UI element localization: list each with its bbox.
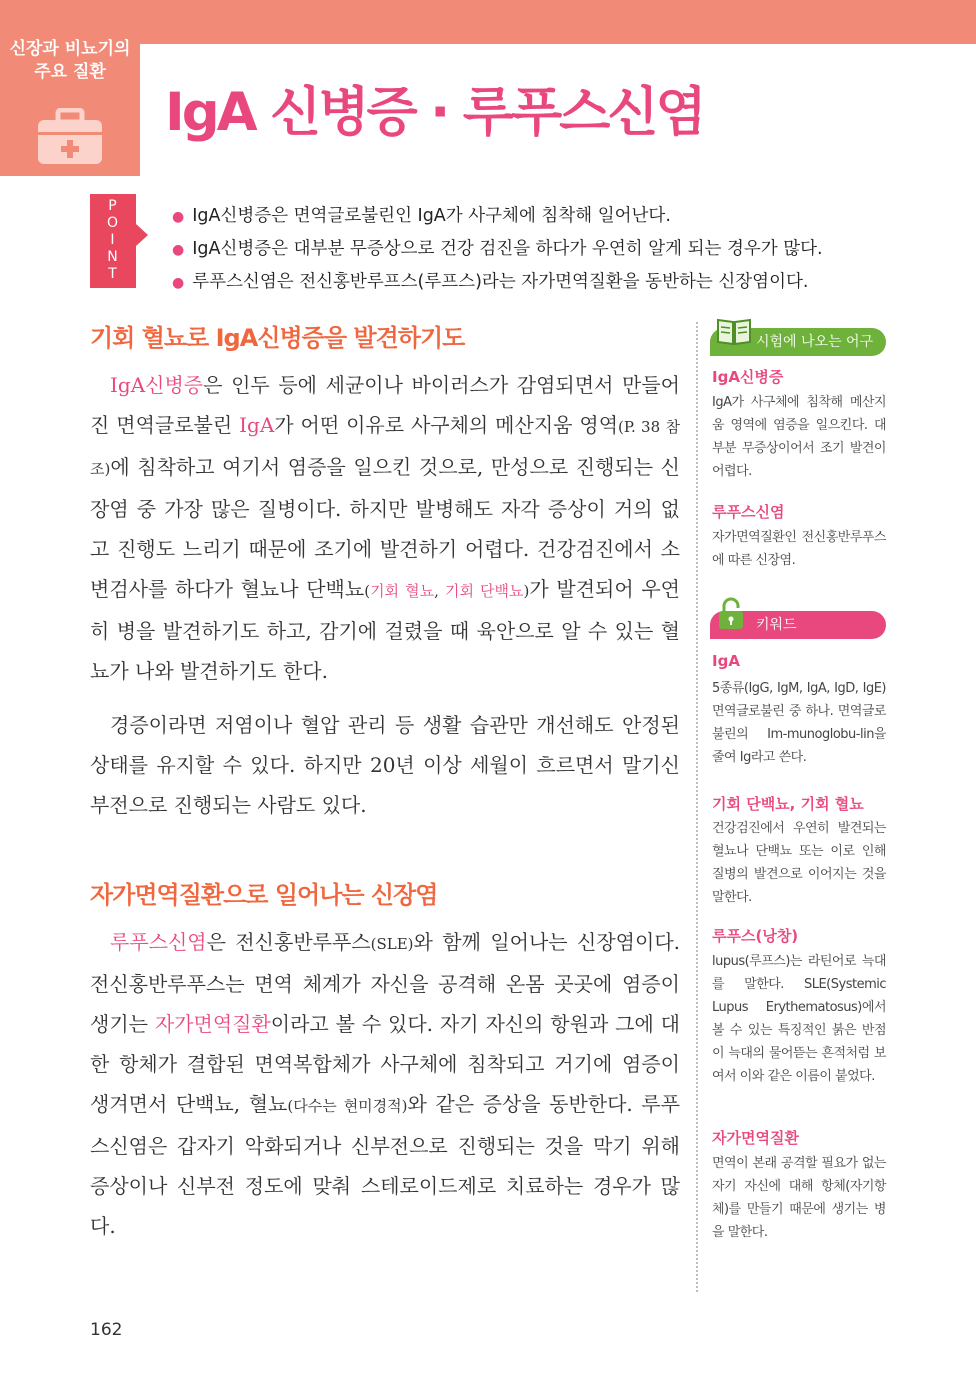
body-text: (다수는 현미경적) <box>287 1097 408 1115</box>
glossary-definition: 자가면역질환인 전신홍반루푸스에 따른 신장염. <box>712 530 886 568</box>
body-text: 와 함께 일어나는 신장염이다. 전신홍반루푸스는 면역 체계가 자신을 공격해 온몸 곳곳에 염증이 생기는 <box>90 930 680 1036</box>
page-title: IgA 신병증 · 루푸스신염 <box>165 82 704 143</box>
keyword-term: 기회 단백뇨, 기회 혈뇨 <box>712 795 864 813</box>
chapter-corner-tab <box>0 0 140 176</box>
body-text: ( <box>364 582 371 600</box>
keyword-term: IgA <box>712 652 740 670</box>
body-text: 가 발견되어 우연히 병을 발견하기도 하고, 감기에 걸렸을 때 육안으로 알 수 있는 혈뇨가 나와 발견하기도 한다. <box>90 577 680 683</box>
point-tag-text: P O I N T <box>106 198 120 282</box>
first-aid-kit-icon <box>36 108 104 170</box>
keyword-badge <box>710 611 886 639</box>
body-paragraph-lupus <box>90 922 680 1246</box>
body-text: 은 전신홍반루푸스 <box>206 930 371 954</box>
section-heading-iga: 기회 혈뇨로 IgA신병증을 발견하기도 <box>90 324 465 352</box>
point-list <box>172 200 823 299</box>
highlight-term: IgA신병증 <box>110 373 204 397</box>
body-paragraph-iga-1 <box>90 365 680 691</box>
body-text: 은 인두 등에 세균이나 바이러스가 감염되면서 만들어진 면역글로불린 <box>90 373 680 437</box>
body-text: 와 같은 증상을 동반한다. 루푸스신염은 갑자기 악화되거나 신부전으로 진행되는 것을 막기 위해 증상이나 신부전 정도에 맞춰 스테로이드제로 치료하는 경우가 많다. <box>90 1092 680 1238</box>
point-item: ● 루푸스신염은 전신홍반루프스(루프스)라는 자가면역질환을 동반하는 신장염이다. <box>172 266 823 299</box>
body-text: 에 침착하고 여기서 염증을 일으킨 것으로, 만성으로 진행되는 신장염 중 가장 많은 질병이다. 하지만 발병해도 자각 증상이 거의 없고 진행도 느리기 때문에 조기에 발견하기 어렵다. 건강검진에서 소변검사를 하다가 혈뇨나 단백뇨 <box>90 455 680 601</box>
keyword-definition: 5종류(IgG, IgM, IgA, IgD, IgE) 면역글로불린 중 하나. 면역글로불린의 Im-munoglobu-lin을 줄여 Ig라고 쓴다. <box>712 681 886 765</box>
keyword-link: 기회 혈뇨 <box>370 582 435 600</box>
padlock-icon <box>716 597 746 641</box>
sidebar-divider <box>696 322 698 1292</box>
keyword-badge-label: 키워드 <box>756 617 797 633</box>
keyword-term: 자가면역질환 <box>712 1129 799 1147</box>
glossary-term: 루푸스신염 <box>712 503 785 521</box>
exam-terms-badge <box>710 328 886 356</box>
highlight-term: IgA <box>239 413 275 437</box>
chapter-label-line2: 주요 질환 <box>34 62 106 82</box>
keyword-definition: lupus(루프스)는 라틴어로 늑대를 말한다. SLE(Systemic Lupus Erythematosus)에서 볼 수 있는 특징적인 붉은 반점이 늑대의 물어뜯는 흔적처럼 보여서 이와 같은 이름이 붙었다. <box>712 954 886 1084</box>
point-item: ● IgA신병증은 면역글로불린인 IgA가 사구체에 침착해 일어난다. <box>172 200 823 233</box>
exam-terms-badge-label: 시험에 나오는 어구 <box>756 334 874 350</box>
page-number: 162 <box>90 1320 123 1340</box>
keyword-definition: 면역이 본래 공격할 필요가 없는 자기 자신에 대해 항체(자기항체)를 만들기 때문에 생기는 병을 말한다. <box>712 1156 886 1240</box>
body-text: , <box>434 582 445 600</box>
body-text: ) <box>523 582 530 600</box>
section-heading-lupus: 자가면역질환으로 일어나는 신장염 <box>90 881 438 909</box>
body-text: (SLE) <box>370 935 414 953</box>
chapter-label-line1: 신장과 비뇨기의 <box>9 39 131 59</box>
highlight-term: 자가면역질환 <box>154 1012 271 1036</box>
body-text: 이라고 볼 수 있다. 자기 자신의 항원과 그에 대한 항체가 결합된 면역복합체가 사구체에 침착되고 거기에 염증이 생겨면서 단백뇨, 혈뇨 <box>90 1012 680 1116</box>
highlight-term: 루푸스신염 <box>110 930 207 954</box>
page-reference: (P. 38 참조) <box>90 418 680 478</box>
keyword-term: 루푸스(낭창) <box>712 927 799 945</box>
point-tag <box>90 194 136 288</box>
keyword-definition: 건강검진에서 우연히 발견되는 혈뇨나 단백뇨 또는 이로 인해 질병의 발견으로 이어지는 것을 말한다. <box>712 821 886 905</box>
body-paragraph-iga-2: 경증이라면 저염이나 혈압 관리 등 생활 습관만 개선해도 안정된 상태를 유지할 수 있다. 하지만 20년 이상 세월이 흐르면서 말기신부전으로 진행되는 사람도 있다. <box>90 713 680 817</box>
point-item: ● IgA신병증은 대부분 무증상으로 건강 검진을 하다가 우연히 알게 되는 경우가 많다. <box>172 233 823 266</box>
top-color-band <box>0 0 976 44</box>
chapter-label <box>0 38 140 84</box>
glossary-term: IgA신병증 <box>712 368 784 386</box>
keyword-link: 기회 단백뇨 <box>444 582 524 600</box>
glossary-definition: IgA가 사구체에 침착해 메산지움 영역에 염증을 일으킨다. 대부분 무증상이어서 조기 발견이 어렵다. <box>712 395 886 479</box>
body-text: 가 어떤 이유로 사구체의 메산지움 영역 <box>274 413 619 437</box>
open-book-icon <box>716 314 752 356</box>
